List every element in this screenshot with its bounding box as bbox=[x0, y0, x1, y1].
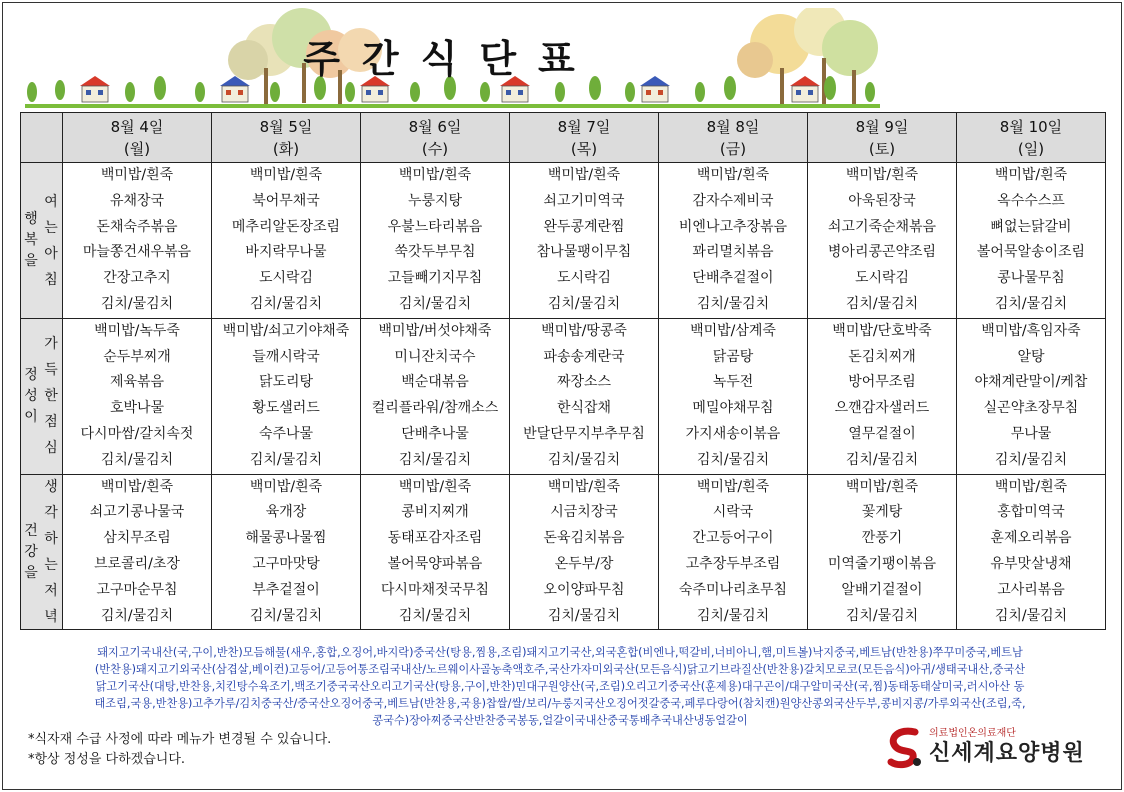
menu-item: 쑥갓두부무침 bbox=[394, 244, 476, 261]
menu-item: 감자수제비국 bbox=[692, 192, 774, 209]
day-menu-cell bbox=[63, 318, 212, 474]
logo-mark-icon bbox=[885, 726, 925, 770]
menu-item: 백미밥/흰죽 bbox=[547, 478, 621, 495]
day-menu-cell bbox=[659, 474, 808, 630]
menu-item: 김치/물김치 bbox=[547, 295, 621, 312]
menu-item: 김치/물김치 bbox=[696, 295, 770, 312]
day-header: 8월 9일 (토) bbox=[808, 113, 957, 163]
day-menu-cell bbox=[63, 474, 212, 630]
menu-item: 볼어묵양파볶음 bbox=[387, 555, 483, 572]
meal-label-inner: 생각하는저녁 bbox=[44, 479, 58, 626]
menu-item: 순두부찌개 bbox=[103, 348, 171, 365]
menu-item: 쇠고기죽순채볶음 bbox=[827, 218, 937, 235]
menu-item: 백미밥/쇠고기야채죽 bbox=[222, 322, 350, 339]
menu-item: 백미밥/흰죽 bbox=[696, 478, 770, 495]
day-menu-cell bbox=[212, 163, 361, 319]
day-menu-cell bbox=[63, 163, 212, 319]
menu-item: 쇠고기미역국 bbox=[543, 192, 625, 209]
meal-label-cell bbox=[21, 318, 63, 474]
menu-item: 아욱된장국 bbox=[848, 192, 916, 209]
menu-item: 홍합미역국 bbox=[997, 504, 1065, 521]
menu-item: 백미밥/흰죽 bbox=[249, 478, 323, 495]
menu-item: 백미밥/땅콩죽 bbox=[541, 322, 627, 339]
menu-item: 녹두전 bbox=[712, 374, 754, 391]
day-menu-cell bbox=[808, 474, 957, 630]
menu-item: 메밀야채무침 bbox=[692, 400, 774, 417]
day-menu-cell bbox=[659, 163, 808, 319]
menu-item: 열무겉절이 bbox=[848, 425, 916, 442]
menu-item: 우불느타리볶음 bbox=[387, 218, 483, 235]
menu-item: 비엔나고추장볶음 bbox=[678, 218, 788, 235]
day-menu-cell bbox=[212, 318, 361, 474]
note-line: *식자재 수급 사정에 따라 메뉴가 변경될 수 있습니다. bbox=[28, 732, 332, 747]
meal-label-outer: 정성이 bbox=[24, 366, 38, 425]
menu-item: 방어무조림 bbox=[848, 374, 916, 391]
header-banner bbox=[20, 8, 885, 108]
menu-item: 백미밥/흰죽 bbox=[994, 478, 1068, 495]
menu-item: 유부맛살냉채 bbox=[990, 555, 1072, 572]
page-title: 주간식단표 bbox=[303, 37, 597, 81]
logo-subtitle: 의료법인온의료재단 bbox=[929, 728, 1016, 739]
meal-row bbox=[21, 163, 1106, 319]
menu-item: 호박나물 bbox=[109, 400, 165, 417]
meal-label-inner: 여는아침 bbox=[44, 193, 58, 288]
menu-item: 김치/물김치 bbox=[249, 295, 323, 312]
day-header: 8월 7일 (목) bbox=[510, 113, 659, 163]
menu-item: 도시락김 bbox=[258, 270, 314, 287]
meal-label-outer: 건강을 bbox=[24, 522, 38, 581]
menu-item: 짜장소스 bbox=[556, 374, 612, 391]
menu-item: 김치/물김치 bbox=[547, 607, 621, 624]
menu-item: 고들빼기지무침 bbox=[387, 270, 483, 287]
menu-item: 뼈없는닭갈비 bbox=[990, 218, 1072, 235]
menu-item: 메추리알돈장조림 bbox=[231, 218, 341, 235]
menu-item: 김치/물김치 bbox=[696, 451, 770, 468]
menu-item: 돈김치찌개 bbox=[848, 348, 916, 365]
meal-row bbox=[21, 474, 1106, 630]
menu-item: 단배추겉절이 bbox=[692, 270, 774, 287]
menu-item: 꽃게탕 bbox=[861, 504, 903, 521]
menu-item: 간장고추지 bbox=[103, 270, 171, 287]
menu-item: 알탕 bbox=[1017, 348, 1045, 365]
day-menu-cell bbox=[659, 318, 808, 474]
menu-item: 백미밥/흰죽 bbox=[249, 167, 323, 183]
day-header: 8월 10일 (일) bbox=[957, 113, 1106, 163]
day-menu-cell bbox=[808, 163, 957, 319]
menu-item: 한식잡채 bbox=[556, 400, 612, 417]
menu-item: 김치/물김치 bbox=[845, 607, 919, 624]
note-line: *항상 정성을 다하겠습니다. bbox=[28, 752, 186, 767]
menu-item: 다시마채젓국무침 bbox=[380, 581, 490, 598]
weekly-menu-table bbox=[20, 112, 1106, 630]
menu-item: 황도샐러드 bbox=[252, 400, 320, 417]
menu-item: 백미밥/흰죽 bbox=[398, 478, 472, 495]
menu-item: 백미밥/흑임자죽 bbox=[981, 322, 1081, 339]
menu-item: 들깨시락국 bbox=[252, 348, 320, 365]
menu-item: 고사리볶음 bbox=[997, 581, 1065, 598]
menu-item: 백미밥/흰죽 bbox=[100, 167, 174, 183]
menu-item: 훈제오리볶음 bbox=[990, 530, 1072, 547]
day-header: 8월 8일 (금) bbox=[659, 113, 808, 163]
origin-line: 콩국수)장아찌중국산반찬중국봉동,얼갈이국내산중국통배추국내산냉동얼갈이 bbox=[372, 714, 748, 727]
day-menu-cell bbox=[212, 474, 361, 630]
notes bbox=[28, 730, 331, 770]
menu-item: 김치/물김치 bbox=[398, 451, 472, 468]
menu-item: 김치/물김치 bbox=[994, 295, 1068, 312]
menu-item: 닭도리탕 bbox=[258, 374, 314, 391]
menu-item: 김치/물김치 bbox=[398, 295, 472, 312]
menu-item: 누룽지탕 bbox=[407, 192, 463, 209]
menu-item: 미역줄기팽이볶음 bbox=[827, 555, 937, 572]
menu-item: 바지락무나물 bbox=[245, 244, 327, 261]
menu-item: 돈육김치볶음 bbox=[543, 530, 625, 547]
menu-item: 김치/물김치 bbox=[696, 607, 770, 624]
day-menu-cell bbox=[957, 163, 1106, 319]
meal-label-outer: 행복을 bbox=[24, 211, 38, 269]
menu-item: 김치/물김치 bbox=[100, 451, 174, 468]
menu-item: 가지새송이볶음 bbox=[685, 425, 781, 442]
menu-item: 유채장국 bbox=[109, 192, 165, 209]
menu-item: 김치/물김치 bbox=[994, 451, 1068, 468]
origin-info bbox=[30, 644, 1090, 729]
day-menu-cell bbox=[510, 474, 659, 630]
menu-item: 실곤약초장무침 bbox=[983, 400, 1079, 417]
day-header: 8월 5일 (화) bbox=[212, 113, 361, 163]
menu-item: 시락국 bbox=[712, 504, 754, 521]
meal-label-cell bbox=[21, 474, 63, 630]
meal-label-cell bbox=[21, 163, 63, 319]
menu-item: 동태포감자조림 bbox=[387, 530, 483, 547]
menu-item: 삼치무조림 bbox=[103, 530, 171, 547]
menu-item: 콩나물무침 bbox=[997, 270, 1065, 287]
menu-item: 김치/물김치 bbox=[249, 607, 323, 624]
day-menu-cell bbox=[957, 474, 1106, 630]
menu-item: 김치/물김치 bbox=[100, 607, 174, 624]
menu-item: 단배추나물 bbox=[401, 425, 469, 442]
menu-item: 김치/물김치 bbox=[398, 607, 472, 624]
menu-item: 도시락김 bbox=[854, 270, 910, 287]
menu-item: 쇠고기콩나물국 bbox=[89, 504, 185, 521]
menu-item: 백미밥/단호박죽 bbox=[832, 322, 932, 339]
menu-item: 해물콩나물찜 bbox=[245, 530, 327, 547]
menu-item: 제육볶음 bbox=[109, 374, 165, 391]
origin-line: 닭고기국산(대탕,반찬용,치킨탕수육조기,백조기중국국산오리고기국산(탕용,구이,반찬)민대구원양산(국,조림)오리고기중국산(훈제용)대구곤이/대구알미국산(국,찜)동태동태살미국,러시아산 동 bbox=[95, 680, 1025, 693]
corner-cell bbox=[21, 113, 63, 163]
day-menu-cell bbox=[957, 318, 1106, 474]
menu-item: 백미밥/흰죽 bbox=[994, 167, 1068, 183]
menu-item: 숙주미나리초무침 bbox=[678, 581, 788, 598]
menu-item: 김치/물김치 bbox=[845, 451, 919, 468]
origin-line: 돼지고기국내산(국,구이,반찬)모듬해물(새우,홍합,오징어,바지락)중국산(탕용,찜용,조림)돼지고기국산,외국혼합(비엔나,떡갈비,너비아니,햄,미트볼)낙지중국,베트남(반찬용)쭈꾸미중국,베트남 bbox=[97, 646, 1023, 659]
menu-item: 김치/물김치 bbox=[100, 295, 174, 312]
menu-item: 김치/물김치 bbox=[845, 295, 919, 312]
menu-item: 북어무채국 bbox=[252, 192, 320, 209]
menu-item: 시금치장국 bbox=[550, 504, 618, 521]
day-menu-cell bbox=[361, 163, 510, 319]
meal-label-inner: 가득한점심 bbox=[44, 336, 58, 457]
grass-line bbox=[25, 104, 880, 108]
menu-item: 백미밥/버섯야채죽 bbox=[378, 322, 492, 339]
menu-item: 김치/물김치 bbox=[994, 607, 1068, 624]
menu-item: 미니잔치국수 bbox=[394, 348, 476, 365]
menu-item: 백미밥/흰죽 bbox=[398, 167, 472, 183]
menu-item: 병아리콩곤약조림 bbox=[827, 244, 937, 261]
menu-item: 백미밥/녹두죽 bbox=[94, 322, 180, 339]
menu-item: 간고등어구이 bbox=[692, 530, 774, 547]
menu-item: 고추장두부조림 bbox=[685, 555, 781, 572]
menu-item: 볼어묵알송이조림 bbox=[976, 244, 1086, 261]
menu-item: 백미밥/흰죽 bbox=[547, 167, 621, 183]
menu-item: 숙주나물 bbox=[258, 425, 314, 442]
origin-line: (반찬용)돼지고기외국산(삼겹살,베이컨)고등어/고등어통조림국내산/노르웨이사골농축액호주,국산가자미외국산(모든음식)닭고기브라질산(반찬용)갈치모로코(모든음식)아귀/생태국내산,중국산 bbox=[94, 663, 1026, 676]
date-header-row bbox=[21, 113, 1106, 163]
menu-item: 옥수수스프 bbox=[997, 192, 1065, 209]
menu-item: 김치/물김치 bbox=[547, 451, 621, 468]
menu-item: 고구마순무침 bbox=[96, 581, 178, 598]
hospital-logo bbox=[885, 722, 1105, 772]
menu-item: 브로콜리/초장 bbox=[94, 555, 180, 572]
day-menu-cell bbox=[808, 318, 957, 474]
menu-item: 백미밥/삼계죽 bbox=[690, 322, 776, 339]
menu-item: 완두콩계란찜 bbox=[543, 218, 625, 235]
menu-item: 육개장 bbox=[265, 504, 307, 521]
menu-item: 마늘쫑건새우볶음 bbox=[82, 244, 192, 261]
menu-item: 백미밥/흰죽 bbox=[845, 478, 919, 495]
menu-item: 으깬감자샐러드 bbox=[834, 400, 930, 417]
logo-name: 신세계요양병원 bbox=[929, 741, 1085, 766]
menu-item: 다시마쌈/갈치속젓 bbox=[80, 425, 194, 442]
day-menu-cell bbox=[361, 318, 510, 474]
day-menu-cell bbox=[510, 318, 659, 474]
menu-item: 김치/물김치 bbox=[249, 451, 323, 468]
menu-item: 콩비지찌개 bbox=[401, 504, 469, 521]
menu-item: 야채계란말이/케찹 bbox=[974, 374, 1088, 391]
menu-item: 돈채숙주볶음 bbox=[96, 218, 178, 235]
menu-item: 알배기겉절이 bbox=[841, 581, 923, 598]
menu-item: 참나물팽이무침 bbox=[536, 244, 632, 261]
day-header: 8월 6일 (수) bbox=[361, 113, 510, 163]
menu-item: 고구마맛탕 bbox=[252, 555, 320, 572]
menu-item: 컬리플라워/참깨소스 bbox=[371, 400, 499, 417]
menu-item: 백미밥/흰죽 bbox=[100, 478, 174, 495]
menu-item: 닭곰탕 bbox=[712, 348, 754, 365]
menu-item: 반달단무지부추무침 bbox=[523, 425, 645, 442]
origin-line: 태조림,국용,반찬용)고추가루/김치중국산/중국산오징어중국,베트남(반찬용,국용)찹쌀/쌀/보리/누룽지국산오징어젓갈중국,페루다랑어(참치캔)원양산콩외국산두부,콩비지콩/가루외국산(조림,죽, bbox=[94, 697, 1026, 710]
menu-item: 도시락김 bbox=[556, 270, 612, 287]
menu-item: 백순대볶음 bbox=[401, 374, 469, 391]
menu-item: 깐풍기 bbox=[861, 530, 903, 547]
menu-item: 백미밥/흰죽 bbox=[845, 167, 919, 183]
menu-item: 백미밥/흰죽 bbox=[696, 167, 770, 183]
menu-item: 부추겉절이 bbox=[252, 581, 320, 598]
day-header: 8월 4일 (월) bbox=[63, 113, 212, 163]
menu-item: 파송송계란국 bbox=[543, 348, 625, 365]
day-menu-cell bbox=[510, 163, 659, 319]
menu-item: 온두부/장 bbox=[554, 555, 614, 572]
menu-item: 무나물 bbox=[1010, 425, 1052, 442]
meal-row bbox=[21, 318, 1106, 474]
day-menu-cell bbox=[361, 474, 510, 630]
menu-item: 꽈리멸치볶음 bbox=[692, 244, 774, 261]
menu-item: 오이양파무침 bbox=[543, 581, 625, 598]
